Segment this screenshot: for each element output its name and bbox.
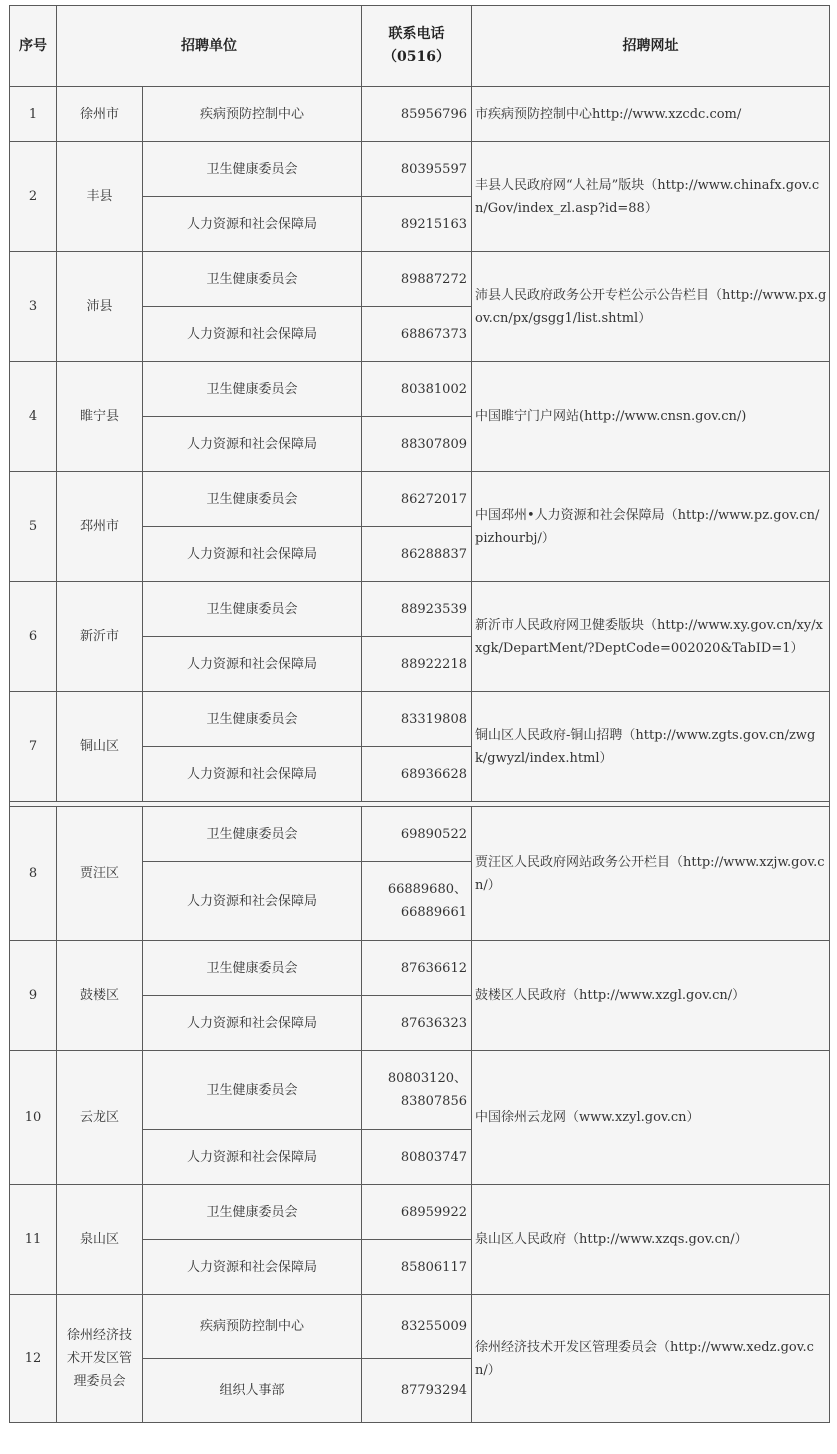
- department-phone: 80803747: [362, 1130, 472, 1185]
- header-phone: 联系电话（0516）: [362, 6, 472, 87]
- department-phone: 89215163: [362, 197, 472, 252]
- department-phone: 85956796: [362, 87, 472, 142]
- row-index: 3: [10, 252, 57, 362]
- department-phone: 87636612: [362, 941, 472, 996]
- department-phone: 69890522: [362, 807, 472, 862]
- department-name: 卫生健康委员会: [143, 472, 362, 527]
- row-index: 9: [10, 941, 57, 1051]
- row-index: 2: [10, 142, 57, 252]
- table-header-row: [10, 6, 830, 87]
- row-index: 7: [10, 692, 57, 802]
- department-name: 疾病预防控制中心: [143, 1295, 362, 1359]
- department-name: 卫生健康委员会: [143, 252, 362, 307]
- department-phone: 68959922: [362, 1185, 472, 1240]
- table-row: [10, 142, 830, 197]
- recruitment-website[interactable]: 徐州经济技术开发区管理委员会（http://www.xedz.gov.cn/）: [472, 1295, 830, 1423]
- table-row: [10, 362, 830, 417]
- row-index: 12: [10, 1295, 57, 1423]
- header-unit: 招聘单位: [57, 6, 362, 87]
- department-name: 人力资源和社会保障局: [143, 747, 362, 802]
- header-index: 序号: [10, 6, 57, 87]
- department-phone: 87793294: [362, 1359, 472, 1423]
- row-city: 丰县: [57, 142, 143, 252]
- department-name: 人力资源和社会保障局: [143, 527, 362, 582]
- recruitment-website[interactable]: 中国邳州•人力资源和社会保障局（http://www.pz.gov.cn/pizhourbj/）: [472, 472, 830, 582]
- department-phone: 88923539: [362, 582, 472, 637]
- row-city: 徐州经济技术开发区管理委员会: [57, 1295, 143, 1423]
- department-phone: 89887272: [362, 252, 472, 307]
- department-phone: 88922218: [362, 637, 472, 692]
- department-phone: 83319808: [362, 692, 472, 747]
- table-row: [10, 692, 830, 747]
- row-city: 徐州市: [57, 87, 143, 142]
- recruitment-table-container: [9, 5, 829, 1423]
- table-row: [10, 1185, 830, 1240]
- department-name: 卫生健康委员会: [143, 1051, 362, 1130]
- recruitment-website[interactable]: 丰县人民政府网“人社局”版块（http://www.chinafx.gov.cn/Gov/index_zl.asp?id=88）: [472, 142, 830, 252]
- table-row: [10, 87, 830, 142]
- recruitment-website[interactable]: 新沂市人民政府网卫健委版块（http://www.xy.gov.cn/xy/xxgk/DepartMent/?DeptCode=002020&TabID=1）: [472, 582, 830, 692]
- department-phone: 68867373: [362, 307, 472, 362]
- row-index: 10: [10, 1051, 57, 1185]
- department-name: 人力资源和社会保障局: [143, 197, 362, 252]
- recruitment-table: [9, 5, 830, 1423]
- row-index: 11: [10, 1185, 57, 1295]
- department-name: 卫生健康委员会: [143, 1185, 362, 1240]
- department-name: 人力资源和社会保障局: [143, 637, 362, 692]
- department-name: 人力资源和社会保障局: [143, 862, 362, 941]
- header-url: 招聘网址: [472, 6, 830, 87]
- recruitment-website[interactable]: 泉山区人民政府（http://www.xzqs.gov.cn/）: [472, 1185, 830, 1295]
- department-name: 卫生健康委员会: [143, 807, 362, 862]
- department-name: 卫生健康委员会: [143, 941, 362, 996]
- recruitment-website[interactable]: 铜山区人民政府-铜山招聘（http://www.zgts.gov.cn/zwgk/gwyzl/index.html）: [472, 692, 830, 802]
- department-phone: 86272017: [362, 472, 472, 527]
- department-phone: 85806117: [362, 1240, 472, 1295]
- department-phone: 66889680、66889661: [362, 862, 472, 941]
- recruitment-website[interactable]: 中国徐州云龙网（www.xzyl.gov.cn）: [472, 1051, 830, 1185]
- department-phone: 68936628: [362, 747, 472, 802]
- department-phone: 80803120、83807856: [362, 1051, 472, 1130]
- table-row: [10, 1295, 830, 1359]
- department-name: 人力资源和社会保障局: [143, 1130, 362, 1185]
- department-name: 人力资源和社会保障局: [143, 1240, 362, 1295]
- department-name: 人力资源和社会保障局: [143, 307, 362, 362]
- table-row: [10, 252, 830, 307]
- recruitment-website[interactable]: 市疾病预防控制中心http://www.xzcdc.com/: [472, 87, 830, 142]
- table-row: [10, 472, 830, 527]
- department-phone: 83255009: [362, 1295, 472, 1359]
- recruitment-website[interactable]: 鼓楼区人民政府（http://www.xzgl.gov.cn/）: [472, 941, 830, 1051]
- department-name: 人力资源和社会保障局: [143, 996, 362, 1051]
- table-row: [10, 1051, 830, 1130]
- row-index: 8: [10, 807, 57, 941]
- department-name: 组织人事部: [143, 1359, 362, 1423]
- row-city: 沛县: [57, 252, 143, 362]
- row-city: 睢宁县: [57, 362, 143, 472]
- department-name: 卫生健康委员会: [143, 142, 362, 197]
- table-body: [10, 87, 830, 1423]
- recruitment-website[interactable]: 贾汪区人民政府网站政务公开栏目（http://www.xzjw.gov.cn/）: [472, 807, 830, 941]
- department-phone: 87636323: [362, 996, 472, 1051]
- department-phone: 86288837: [362, 527, 472, 582]
- department-name: 疾病预防控制中心: [143, 87, 362, 142]
- row-city: 新沂市: [57, 582, 143, 692]
- department-phone: 88307809: [362, 417, 472, 472]
- table-row: [10, 582, 830, 637]
- department-name: 卫生健康委员会: [143, 692, 362, 747]
- table-row: [10, 807, 830, 862]
- department-phone: 80381002: [362, 362, 472, 417]
- row-city: 贾汪区: [57, 807, 143, 941]
- row-index: 6: [10, 582, 57, 692]
- row-index: 1: [10, 87, 57, 142]
- row-city: 铜山区: [57, 692, 143, 802]
- recruitment-website[interactable]: 中国睢宁门户网站(http://www.cnsn.gov.cn/): [472, 362, 830, 472]
- department-name: 卫生健康委员会: [143, 362, 362, 417]
- row-city: 云龙区: [57, 1051, 143, 1185]
- row-city: 鼓楼区: [57, 941, 143, 1051]
- department-name: 人力资源和社会保障局: [143, 417, 362, 472]
- recruitment-website[interactable]: 沛县人民政府政务公开专栏公示公告栏目（http://www.px.gov.cn/px/gsgg1/list.shtml）: [472, 252, 830, 362]
- row-index: 4: [10, 362, 57, 472]
- department-name: 卫生健康委员会: [143, 582, 362, 637]
- row-city: 泉山区: [57, 1185, 143, 1295]
- row-city: 邳州市: [57, 472, 143, 582]
- row-index: 5: [10, 472, 57, 582]
- department-phone: 80395597: [362, 142, 472, 197]
- table-row: [10, 941, 830, 996]
